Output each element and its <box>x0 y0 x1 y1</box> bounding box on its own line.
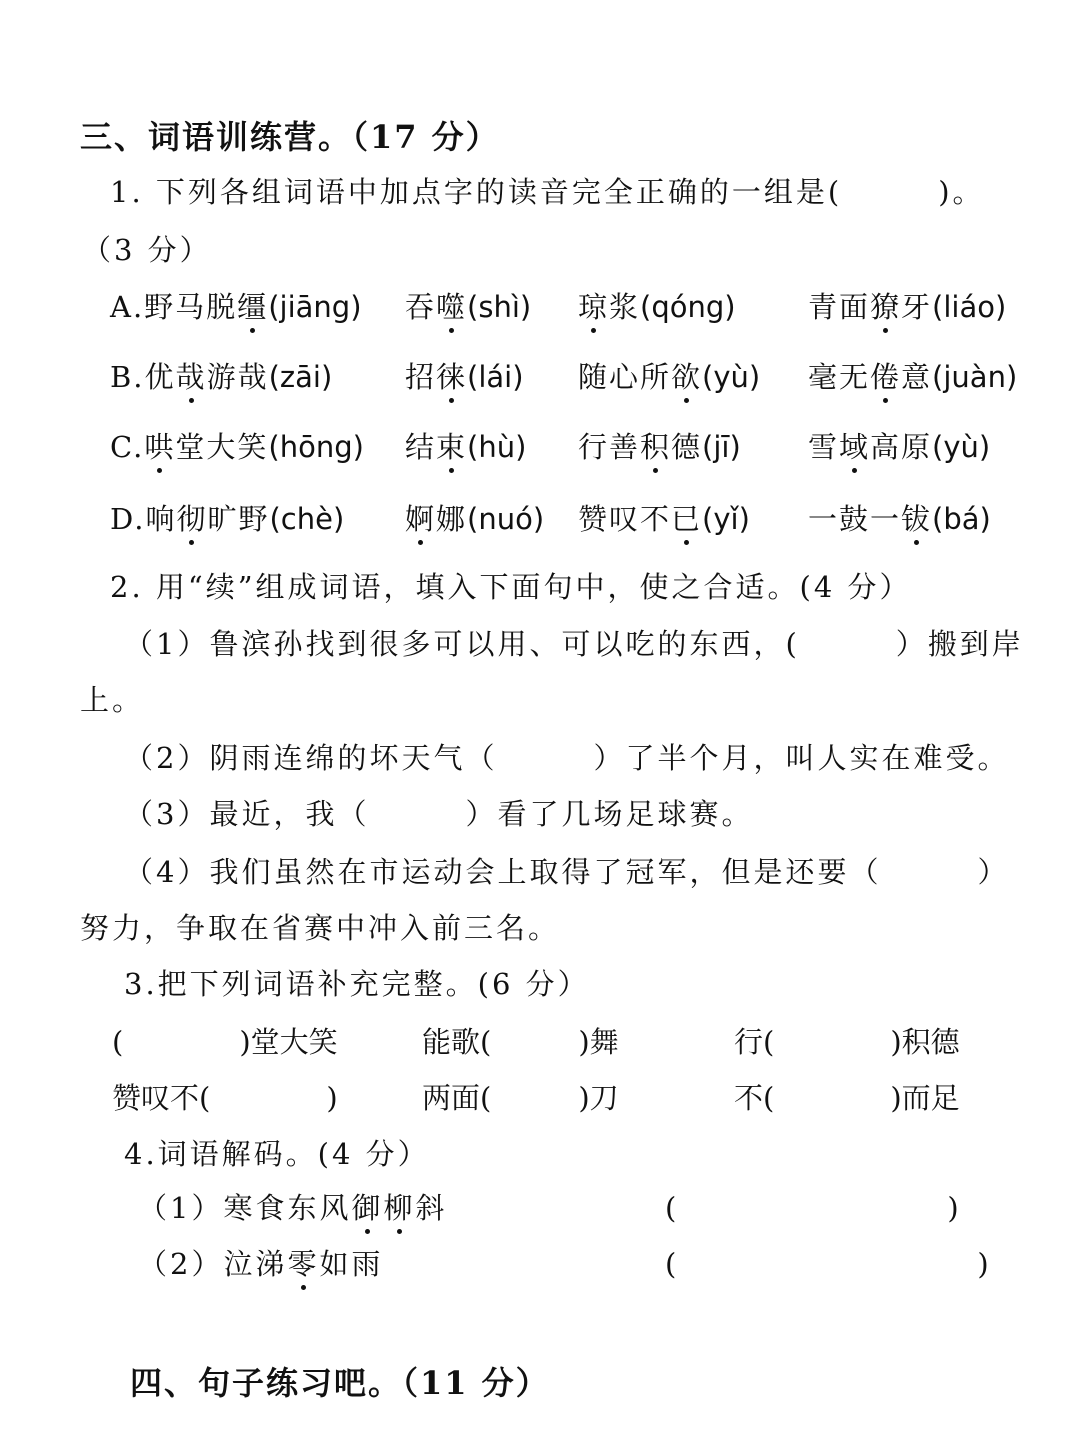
q3-item: 两面( )刀 <box>422 1081 619 1115</box>
dotted-char: 束 <box>436 425 467 466</box>
option-a-item-2: 吞噬(shì) <box>405 285 531 326</box>
dotted-char: 彻 <box>176 497 207 538</box>
pinyin: (hōng) <box>268 430 364 464</box>
pinyin: (nuó) <box>467 502 545 536</box>
q2-sentence-3: （3）最近，我（ ）看了几场足球赛。 <box>124 797 754 831</box>
option-c-item-1: C.哄堂大笑(hōng) <box>110 425 364 466</box>
q2-sentence-1b: 上。 <box>80 683 145 717</box>
pinyin: (jī) <box>702 430 741 464</box>
option-b-item-1: B.优哉游哉(zāi) <box>110 355 332 396</box>
option-a-item-1: A.野马脱缰(jiāng) <box>110 285 362 326</box>
q4-answer-blank-1: ( ) <box>665 1191 960 1225</box>
option-a-item-3: 琼浆(qóng) <box>578 285 736 326</box>
pinyin: (qóng) <box>640 290 736 324</box>
dotted-char: 积 <box>640 425 671 466</box>
option-c-item-2: 结束(hù) <box>405 425 526 466</box>
q1-stem: 1. 下列各组词语中加点字的读音完全正确的一组是( )。 <box>110 175 985 209</box>
dotted-char: 徕 <box>436 355 467 396</box>
q2-sentence-4b: 努力，争取在省赛中冲入前三名。 <box>80 911 561 945</box>
dotted-char: 倦 <box>870 355 901 396</box>
option-c-item-3: 行善积德(jī) <box>578 425 741 466</box>
option-letter: B. <box>110 360 145 394</box>
option-a-item-4: 青面獠牙(liáo) <box>808 285 1006 326</box>
q2-sentence-1a: （1）鲁滨孙找到很多可以用、可以吃的东西，( ）搬到岸 <box>124 627 1024 661</box>
dotted-char: 獠 <box>870 285 901 326</box>
q3-stem: 3.把下列词语补充完整。(6 分） <box>124 967 590 1001</box>
section-4-title: 四、句子练习吧。（11 分） <box>130 1364 550 1402</box>
section-3-title: 三、词语训练营。（17 分） <box>80 118 500 156</box>
dotted-char: 噬 <box>436 285 467 326</box>
dotted-char: 欲 <box>671 355 702 396</box>
pinyin: (jiāng) <box>268 290 362 324</box>
pinyin: (hù) <box>467 430 527 464</box>
q4-item-1: （1）寒食东风御柳斜 <box>138 1186 448 1227</box>
q2-stem: 2. 用“续”组成词语，填入下面句中，使之合适。(4 分） <box>110 570 912 604</box>
option-b-item-2: 招徕(lái) <box>405 355 524 396</box>
dotted-char: 婀 <box>405 497 436 538</box>
option-d-item-4: 一鼓一钹(bá) <box>808 497 991 538</box>
q4-answer-blank-2: ( ) <box>665 1247 990 1281</box>
dotted-char: 域 <box>839 425 870 466</box>
pinyin: (zāi) <box>268 360 333 394</box>
q3-item: 行( )积德 <box>734 1025 960 1059</box>
pinyin: (lái) <box>467 360 524 394</box>
option-d-item-1: D.响彻旷野(chè) <box>110 497 344 538</box>
option-letter: D. <box>110 502 146 536</box>
q2-sentence-4a: （4）我们虽然在市运动会上取得了冠军，但是还要（ ） <box>124 855 1010 889</box>
pinyin: (liáo) <box>932 290 1007 324</box>
option-b-item-3: 随心所欲(yù) <box>578 355 760 396</box>
pinyin: (juàn) <box>932 360 1018 394</box>
pinyin: (yù) <box>932 430 991 464</box>
option-d-item-3: 赞叹不已(yǐ) <box>578 497 750 538</box>
dotted-char: 琼 <box>578 285 609 326</box>
pinyin: (yù) <box>702 360 761 394</box>
q3-item: 能歌( )舞 <box>422 1025 619 1059</box>
q3-item: 不( )而足 <box>734 1081 960 1115</box>
pinyin: (chè) <box>269 502 345 536</box>
dotted-char: 已 <box>671 497 702 538</box>
option-b-item-4: 毫无倦意(juàn) <box>808 355 1017 396</box>
dotted-char: 缰 <box>237 285 268 326</box>
q3-item: ( )堂大笑 <box>112 1025 338 1059</box>
q1-score: （3 分） <box>82 233 212 267</box>
q3-item: 赞叹不( ) <box>112 1081 338 1115</box>
option-letter: A. <box>110 290 145 324</box>
pinyin: (shì) <box>467 290 532 324</box>
dotted-char: 哉 <box>176 355 207 396</box>
option-c-item-4: 雪域高原(yù) <box>808 425 990 466</box>
dotted-char: 钹 <box>901 497 932 538</box>
q2-sentence-2: （2）阴雨连绵的坏天气（ ）了半个月，叫人实在难受。 <box>124 741 1010 775</box>
q4-stem: 4.词语解码。(4 分） <box>124 1137 430 1171</box>
q4-item-2: （2）泣涕零如雨 <box>138 1242 383 1283</box>
pinyin: (yǐ) <box>702 502 750 536</box>
option-d-item-2: 婀娜(nuó) <box>405 497 544 538</box>
pinyin: (bá) <box>932 502 991 536</box>
option-letter: C. <box>110 430 145 464</box>
dotted-char: 哄 <box>144 425 175 466</box>
